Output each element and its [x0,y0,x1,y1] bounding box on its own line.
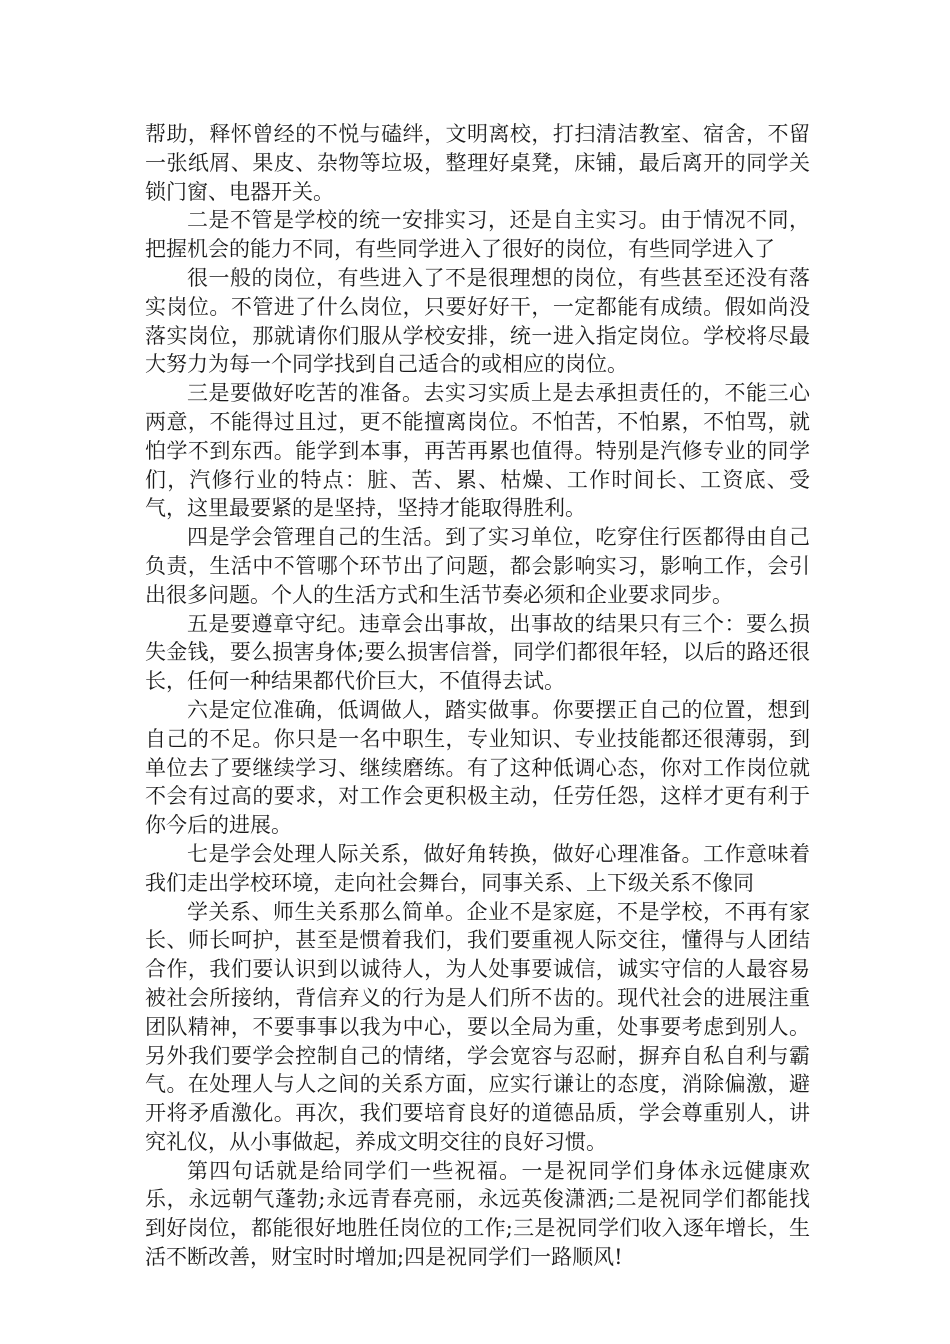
paragraph-1: 帮助，释怀曾经的不悦与磕绊，文明离校，打扫清洁教室、宿舍，不留一张纸屑、果皮、杂物等垃圾，整理好桌凳，床铺，最后离开的同学关锁门窗、电器开关。 [145,122,810,204]
paragraph-9: 学关系、师生关系那么简单。企业不是家庭，不是学校，不再有家长、师长呵护，甚至是惯着我们，我们要重视人际交往，懂得与人团结合作，我们要认识到以诚待人，为人处事要诚信，诚实守信的人最容易被社会所接纳，背信弃义的行为是人们所不齿的。现代社会的进展注重团队精神，不要事事以我为中心，要以全局为重，处事要考虑到别人。另外我们要学会控制自己的情绪，学会宽容与忍耐，摒弃自私自利与霸气。在处理人与人之间的关系方面，应实行谦让的态度，消除偏激，避开将矛盾激化。再次，我们要培育良好的道德品质，学会尊重别人，讲究礼仪，从小事做起，养成文明交往的良好习惯。 [145,899,810,1154]
paragraph-7: 六是定位准确，低调做人，踏实做事。你要摆正自己的位置，想到自己的不足。你只是一名中职生，专业知识、专业技能都还很薄弱，到单位去了要继续学习、继续磨练。有了这种低调心态，你对工作岗位就不会有过高的要求，对工作会更积极主动，任劳任怨，这样才更有利于你今后的进展。 [145,697,810,838]
paragraph-6: 五是要遵章守纪。违章会出事故，出事故的结果只有三个：要么损失金钱，要么损害身体;要么损害信誉，同学们都很年轻，以后的路还很长，任何一种结果都代价巨大，不值得去试。 [145,611,810,694]
paragraph-4: 三是要做好吃苦的准备。去实习实质上是去承担责任的，不能三心两意，不能得过且过，更不能擅离岗位。不怕苦，不怕累，不怕骂，就怕学不到东西。能学到本事，再苦再累也值得。特别是汽修专业的同学们，汽修行业的特点：脏、苦、累、枯燥、工作时间长、工资底、受气，这里最要紧的是坚持，坚持才能取得胜利。 [145,381,810,521]
paragraph-5: 四是学会管理自己的生活。到了实习单位，吃穿住行医都得由自己负责，生活中不管哪个环节出了问题，都会影响实习，影响工作，会引出很多问题。个人的生活方式和生活节奏必须和企业要求同步。 [145,525,810,607]
paragraph-8: 七是学会处理人际关系，做好角转换，做好心理准备。工作意味着我们走出学校环境，走向社会舞台，同事关系、上下级关系不像同 [145,841,810,895]
paragraph-2: 二是不管是学校的统一安排实习，还是自主实习。由于情况不同，把握机会的能力不同，有些同学进入了很好的岗位，有些同学进入了 [145,208,810,262]
paragraph-3: 很一般的岗位，有些进入了不是很理想的岗位，有些甚至还没有落实岗位。不管进了什么岗位，只要好好干，一定都能有成绩。假如尚没落实岗位，那就请你们服从学校安排，统一进入指定岗位。学校将尽最大努力为每一个同学找到自己适合的或相应的岗位。 [145,265,810,377]
paragraph-10: 第四句话就是给同学们一些祝福。一是祝同学们身体永远健康欢乐，永远朝气蓬勃;永远青春亮丽，永远英俊潇洒;二是祝同学们都能找到好岗位，都能很好地胜任岗位的工作;三是祝同学们收入逐年增长，生活不断改善，财宝时时增加;四是祝同学们一路顺风! [145,1158,810,1270]
document-body [145,120,810,1272]
